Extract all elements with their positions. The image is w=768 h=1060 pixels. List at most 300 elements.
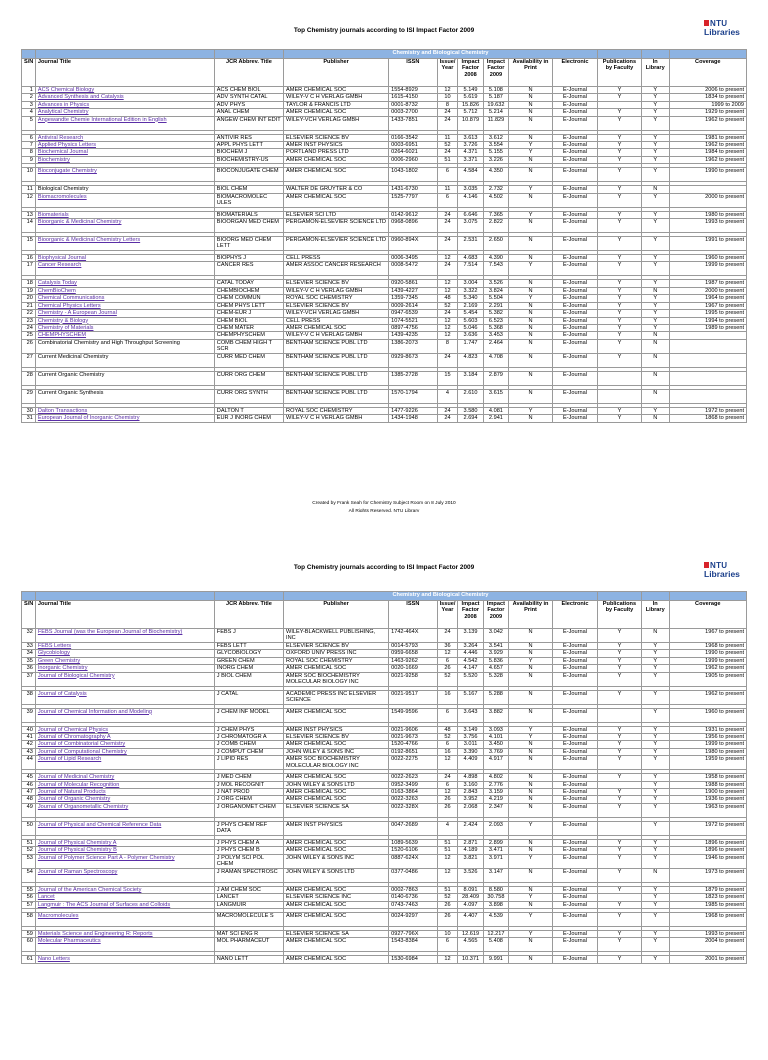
cell-iss: 24 <box>437 262 458 276</box>
journal-title[interactable]: Biomacromolecules <box>35 193 214 207</box>
cell-sn: 11 <box>22 186 36 193</box>
cell-pub: ELSEVIER SCIENCE SA <box>284 930 389 937</box>
cell-print: Y <box>509 930 553 937</box>
cell-abbrev: ANGEW CHEM INT EDIT <box>214 116 283 130</box>
cell-elec: E-Journal <box>552 317 597 324</box>
cell-lib: Y <box>641 854 669 868</box>
cell-fac: Y <box>598 237 642 251</box>
cell-issn: 0022-328X <box>389 803 437 817</box>
cell-elec: E-Journal <box>552 912 597 926</box>
cell-elec: E-Journal <box>552 219 597 233</box>
cell-elec: E-Journal <box>552 87 597 94</box>
cell-sn: 54 <box>22 868 36 882</box>
cell-if08: 2.169 <box>458 302 483 309</box>
cell-if08: 10.879 <box>458 116 483 130</box>
cell-if08: 2.424 <box>458 821 483 835</box>
cell-cov: 1900 to present <box>669 789 746 796</box>
cell-pub: PERGAMON-ELSEVIER SCIENCE LTD <box>284 219 389 233</box>
cell-lib: Y <box>641 255 669 262</box>
cell-if08: 3.390 <box>458 748 483 755</box>
cell-if09: 19.632 <box>483 101 508 108</box>
table-row <box>22 219 747 233</box>
cell-fac: Y <box>598 353 642 367</box>
cell-abbrev: J PHYS CHEM B <box>214 847 283 854</box>
cell-iss: 48 <box>437 726 458 733</box>
cell-fac: Y <box>598 657 642 664</box>
cell-fac: Y <box>598 741 642 748</box>
cell-if09: 2.291 <box>483 302 508 309</box>
column-header-if08: Impact Factor 2008 <box>458 601 483 629</box>
cell-cov: 1999 to present <box>669 657 746 664</box>
cell-fac: Y <box>598 643 642 650</box>
cell-sn: 9 <box>22 156 36 163</box>
cell-fac: Y <box>598 756 642 770</box>
cell-lib: Y <box>641 741 669 748</box>
cell-abbrev: J COMB CHEM <box>214 741 283 748</box>
cell-cov: 1999 to 2009 <box>669 101 746 108</box>
cell-lib: Y <box>641 894 669 901</box>
journal-title[interactable]: Inorganic Chemistry <box>35 665 214 672</box>
cell-abbrev: CHEMBIOCHEM <box>214 287 283 294</box>
cell-sn: 7 <box>22 142 36 149</box>
journal-title[interactable]: Catalysis Today <box>35 280 214 287</box>
column-header-fac: Publications by Faculty <box>598 59 642 87</box>
cell-if09: 5.382 <box>483 310 508 317</box>
journal-title: Current Organic Synthesis <box>35 389 214 403</box>
cell-issn: 0022-3263 <box>389 796 437 803</box>
cell-print: N <box>509 109 553 116</box>
cell-sn: 13 <box>22 211 36 218</box>
cell-cov: 1988 to present <box>669 781 746 788</box>
cell-pub: AMER CHEMICAL SOC <box>284 774 389 781</box>
cell-iss: 52 <box>437 142 458 149</box>
cell-issn: 1433-7851 <box>389 116 437 130</box>
cell-if08: 3.075 <box>458 219 483 233</box>
table-row <box>22 262 747 276</box>
journal-title[interactable]: Journal of Catalysis <box>35 690 214 704</box>
cell-if08: 4.146 <box>458 193 483 207</box>
cell-elec: E-Journal <box>552 938 597 952</box>
cell-lib: Y <box>641 657 669 664</box>
cell-pub: AMER CHEMICAL SOC <box>284 938 389 952</box>
journal-title[interactable]: Journal of Chromatography A <box>35 734 214 741</box>
journal-title[interactable]: Macromolecules <box>35 912 214 926</box>
cell-elec: E-Journal <box>552 708 597 722</box>
cell-iss: 24 <box>437 415 458 422</box>
cell-if09: 3.159 <box>483 789 508 796</box>
cell-print: N <box>509 748 553 755</box>
journal-title[interactable]: Journal of Molecular Recognition <box>35 781 214 788</box>
cell-if08: 5.603 <box>458 317 483 324</box>
journal-title[interactable]: Applied Physics Letters <box>35 142 214 149</box>
cell-if09: 2.822 <box>483 219 508 233</box>
cell-fac: Y <box>598 324 642 331</box>
table-row <box>22 956 747 963</box>
journal-title[interactable]: FEBS Letters <box>35 643 214 650</box>
cell-lib: Y <box>641 643 669 650</box>
cell-issn: 0927-796X <box>389 930 437 937</box>
journal-title[interactable]: European Journal of Inorganic Chemistry <box>35 415 214 422</box>
journal-title[interactable]: Chemistry of Materials <box>35 324 214 331</box>
cell-sn: 6 <box>22 134 36 141</box>
journal-title[interactable]: Bioconjugate Chemistry <box>35 168 214 182</box>
cell-elec: E-Journal <box>552 643 597 650</box>
cell-elec: E-Journal <box>552 672 597 686</box>
cell-fac: Y <box>598 219 642 233</box>
cell-print: Y <box>509 894 553 901</box>
cell-elec: E-Journal <box>552 901 597 908</box>
cell-if09: 4.101 <box>483 734 508 741</box>
cell-pub: AMER CHEMICAL SOC <box>284 193 389 207</box>
cell-abbrev: ACS CHEM BIOL <box>214 87 283 94</box>
cell-sn: 49 <box>22 803 36 817</box>
cell-if09: 3.971 <box>483 854 508 868</box>
cell-cov: 1999 to present <box>669 741 746 748</box>
cell-elec: E-Journal <box>552 295 597 302</box>
table-row <box>22 690 747 704</box>
cell-issn: 1477-9226 <box>389 407 437 414</box>
cell-pub: BENTHAM SCIENCE PUBL LTD <box>284 353 389 367</box>
cell-sn: 43 <box>22 748 36 755</box>
cell-lib: Y <box>641 901 669 908</box>
cell-cov: 1964 to present <box>669 295 746 302</box>
cell-issn: 0006-2960 <box>389 156 437 163</box>
cell-if09: 5.504 <box>483 295 508 302</box>
journal-title[interactable]: Journal of Organometallic Chemistry <box>35 803 214 817</box>
cell-iss: 12 <box>437 255 458 262</box>
cell-abbrev: ANAL CHEM <box>214 109 283 116</box>
table-row <box>22 287 747 294</box>
cell-cov: 1981 to present <box>669 134 746 141</box>
cell-pub: AMER CHEMICAL SOC <box>284 796 389 803</box>
cell-abbrev: BIOORGAN MED CHEM <box>214 219 283 233</box>
cell-cov: 1929 to present <box>669 109 746 116</box>
cell-pub: JOHN WILEY & SONS INC <box>284 854 389 868</box>
journal-title[interactable]: Journal of Physical Chemistry A <box>35 839 214 846</box>
cell-issn: 0920-5861 <box>389 280 437 287</box>
cell-print: N <box>509 324 553 331</box>
cell-print: N <box>509 156 553 163</box>
cell-lib: Y <box>641 726 669 733</box>
cell-issn: 0897-4756 <box>389 324 437 331</box>
journal-title[interactable]: Journal of Chemical Physics <box>35 726 214 733</box>
cell-pub: AMER CHEMICAL SOC <box>284 741 389 748</box>
journal-title[interactable]: Bioorganic & Medicinal Chemistry <box>35 219 214 233</box>
cell-iss: 24 <box>437 116 458 130</box>
cell-cov: 1936 to present <box>669 796 746 803</box>
ntu-libraries-logo <box>704 562 742 580</box>
ntu-libraries-logo <box>704 20 742 38</box>
cell-issn: 1074-5521 <box>389 317 437 324</box>
cell-cov: 1960 to present <box>669 255 746 262</box>
journal-title[interactable]: Dalton Transactions <box>35 407 214 414</box>
cell-if09: 4.917 <box>483 756 508 770</box>
cell-iss: 24 <box>437 353 458 367</box>
column-header-if09: Impact Factor 2009 <box>483 601 508 629</box>
cell-pub: JOHN WILEY & SONS INC <box>284 748 389 755</box>
cell-iss: 24 <box>437 211 458 218</box>
cell-issn: 1431-6730 <box>389 186 437 193</box>
cell-iss: 12 <box>437 956 458 963</box>
column-header-lib: In Library <box>641 59 669 87</box>
cell-issn: 1520-4766 <box>389 741 437 748</box>
table-row <box>22 280 747 287</box>
table-row <box>22 255 747 262</box>
cell-iss: 6 <box>437 781 458 788</box>
journal-title[interactable]: Biochemistry <box>35 156 214 163</box>
journal-title[interactable]: Journal of Combinatorial Chemistry <box>35 741 214 748</box>
journal-title[interactable]: ChemBioChem <box>35 287 214 294</box>
table-row <box>22 756 747 770</box>
cell-elec: E-Journal <box>552 894 597 901</box>
cell-fac: Y <box>598 665 642 672</box>
cell-if08: 5.520 <box>458 672 483 686</box>
journal-title[interactable]: Chemical Physics Letters <box>35 302 214 309</box>
cell-elec: E-Journal <box>552 302 597 309</box>
cell-pub: AMER CHEMICAL SOC <box>284 789 389 796</box>
cell-iss: 48 <box>437 295 458 302</box>
journal-title[interactable]: Journal of Physical and Chemical Reference Data <box>35 821 214 835</box>
journal-title[interactable]: Lancet <box>35 894 214 901</box>
cell-iss: 12 <box>437 854 458 868</box>
journal-title[interactable]: Journal of Medicinal Chemistry <box>35 774 214 781</box>
journal-title[interactable]: ACS Chemical Biology <box>35 87 214 94</box>
cell-if08: 3.035 <box>458 186 483 193</box>
table-row <box>22 87 747 94</box>
journal-title[interactable]: Nano Letters <box>35 956 214 963</box>
cell-elec: E-Journal <box>552 94 597 101</box>
cell-cov: 1962 to present <box>669 142 746 149</box>
cell-fac: Y <box>598 839 642 846</box>
cell-cov: 1896 to present <box>669 839 746 846</box>
cell-lib: Y <box>641 211 669 218</box>
cell-issn: 0947-6539 <box>389 310 437 317</box>
table-row <box>22 353 747 367</box>
table-row <box>22 302 747 309</box>
cell-issn: 0952-3499 <box>389 781 437 788</box>
journal-title[interactable]: Journal of Biological Chemistry <box>35 672 214 686</box>
cell-print: N <box>509 219 553 233</box>
cell-abbrev: CURR ORG CHEM <box>214 371 283 385</box>
cell-fac <box>598 781 642 788</box>
cell-abbrev: CHEM-EUR J <box>214 310 283 317</box>
cell-abbrev: J COMPUT CHEM <box>214 748 283 755</box>
cell-cov: 1959 to present <box>669 756 746 770</box>
cell-cov: 1990 to present <box>669 650 746 657</box>
table-row <box>22 803 747 817</box>
journal-title[interactable]: Journal of Organic Chemistry <box>35 796 214 803</box>
journal-title[interactable]: Journal of the American Chemical Society <box>35 886 214 893</box>
journal-title[interactable]: Journal of Lipid Research <box>35 756 214 770</box>
cell-cov: 1999 to present <box>669 262 746 276</box>
journal-title: Combinatorial Chemistry and High Throughput Screening <box>35 339 214 353</box>
cell-issn: 0003-6951 <box>389 142 437 149</box>
page-gap <box>0 512 768 548</box>
journal-title[interactable]: Bioorganic & Medicinal Chemistry Letters <box>35 237 214 251</box>
journal-title[interactable]: Materials Science and Engineering R: Reports <box>35 930 214 937</box>
cell-cov: 1987 to present <box>669 280 746 287</box>
cell-issn: 0968-0896 <box>389 219 437 233</box>
table-row <box>22 854 747 868</box>
cell-if09: 2.650 <box>483 237 508 251</box>
cell-elec: E-Journal <box>552 280 597 287</box>
cell-print: N <box>509 781 553 788</box>
journal-title[interactable]: Glycobiology <box>35 650 214 657</box>
journal-title[interactable]: CHEMPHYSCHEM <box>35 332 214 339</box>
cell-issn: 0021-9258 <box>389 672 437 686</box>
cell-cov: 1984 to present <box>669 149 746 156</box>
cell-sn: 12 <box>22 193 36 207</box>
cell-abbrev: CURR MED CHEM <box>214 353 283 367</box>
cell-issn: 1463-9262 <box>389 657 437 664</box>
journal-title[interactable]: Journal of Chemical Information and Modeling <box>35 708 214 722</box>
cell-abbrev: INORG CHEM <box>214 665 283 672</box>
cell-abbrev: J NAT PROD <box>214 789 283 796</box>
journal-title[interactable]: Langmuir : The ACS Journal of Surfaces and Colloids <box>35 901 214 908</box>
cell-pub: AMER CHEMICAL SOC <box>284 156 389 163</box>
cell-issn: 0022-2623 <box>389 774 437 781</box>
cell-fac: Y <box>598 690 642 704</box>
journal-title[interactable]: Chemistry - A European Journal <box>35 310 214 317</box>
cell-fac: Y <box>598 109 642 116</box>
cell-if08: 3.613 <box>458 134 483 141</box>
cell-elec: E-Journal <box>552 324 597 331</box>
cell-elec: E-Journal <box>552 310 597 317</box>
journal-title[interactable]: Biochemical Journal <box>35 149 214 156</box>
cell-lib: Y <box>641 748 669 755</box>
cell-fac: Y <box>598 156 642 163</box>
document-title: Top Chemistry journals according to ISI Impact Factor 2009 <box>293 27 475 34</box>
cell-if08: 4.542 <box>458 657 483 664</box>
journal-title[interactable]: Analytical Chemistry <box>35 109 214 116</box>
journal-title[interactable]: Biophysical Journal <box>35 255 214 262</box>
cell-pub: WILEY-V C H VERLAG GMBH <box>284 287 389 294</box>
cell-iss: 12 <box>437 789 458 796</box>
journal-title[interactable]: Advanced Synthesis and Catalysis <box>35 94 214 101</box>
cell-fac: Y <box>598 255 642 262</box>
journal-title[interactable]: Chemistry & Biology <box>35 317 214 324</box>
cell-abbrev: J CHEM PHYS <box>214 726 283 733</box>
cell-cov: 1968 to present <box>669 912 746 926</box>
journal-title[interactable]: Antiviral Research <box>35 134 214 141</box>
journals-table-page-2 <box>21 591 747 964</box>
cell-iss: 11 <box>437 134 458 141</box>
cell-sn: 5 <box>22 116 36 130</box>
cell-fac: Y <box>598 415 642 422</box>
cell-pub: AMER CHEMICAL SOC <box>284 847 389 854</box>
cell-iss: 51 <box>437 886 458 893</box>
journal-title[interactable]: Molecular Pharmaceutics <box>35 938 214 952</box>
journal-title[interactable]: Chemical Communications <box>35 295 214 302</box>
cell-if09: 5.836 <box>483 657 508 664</box>
cell-cov <box>669 389 746 403</box>
cell-iss: 12 <box>437 868 458 882</box>
journal-title[interactable]: Journal of Physical Chemistry B <box>35 847 214 854</box>
cell-sn: 51 <box>22 839 36 846</box>
cell-sn: 57 <box>22 901 36 908</box>
table-row <box>22 665 747 672</box>
cell-sn: 60 <box>22 938 36 952</box>
journal-title[interactable]: Angewandte Chemie International Edition in English <box>35 116 214 130</box>
cell-abbrev: BIOMATERIALS <box>214 211 283 218</box>
cell-if09: 7.365 <box>483 211 508 218</box>
cell-cov: 1980 to present <box>669 748 746 755</box>
cell-cov <box>669 332 746 339</box>
cell-fac: Y <box>598 930 642 937</box>
cell-sn: 24 <box>22 324 36 331</box>
journal-title[interactable]: Cancer Research <box>35 262 214 276</box>
cell-if09: 4.657 <box>483 665 508 672</box>
column-header-iss: Issue/ Year <box>437 59 458 87</box>
journal-title[interactable]: Journal of Raman Spectroscopy <box>35 868 214 882</box>
cell-print: Y <box>509 821 553 835</box>
cell-issn: 0021-9606 <box>389 726 437 733</box>
cell-print: Y <box>509 211 553 218</box>
table-row <box>22 149 747 156</box>
cell-iss: 6 <box>437 193 458 207</box>
cell-pub: AMER CHEMICAL SOC <box>284 168 389 182</box>
cell-elec: E-Journal <box>552 262 597 276</box>
cell-fac: Y <box>598 339 642 353</box>
cell-iss: 26 <box>437 665 458 672</box>
cell-iss: 24 <box>437 629 458 643</box>
cell-iss: 51 <box>437 839 458 846</box>
cell-pub: ACADEMIC PRESS INC ELSEVIER SCIENCE <box>284 690 389 704</box>
cell-issn: 0047-2689 <box>389 821 437 835</box>
cell-elec: E-Journal <box>552 839 597 846</box>
cell-if08: 5.619 <box>458 94 483 101</box>
journal-title[interactable]: Journal of Computational Chemistry <box>35 748 214 755</box>
cell-if08: 3.184 <box>458 371 483 385</box>
journal-title[interactable]: Journal of Natural Products <box>35 789 214 796</box>
journal-title[interactable]: Advances in Physics <box>35 101 214 108</box>
journal-title[interactable]: Green Chemistry <box>35 657 214 664</box>
cell-pub: AMER CHEMICAL SOC <box>284 708 389 722</box>
journal-title[interactable]: Journal of Polymer Science Part A - Polymer Chemistry <box>35 854 214 868</box>
cell-fac: Y <box>598 847 642 854</box>
cell-abbrev: APPL PHYS LETT <box>214 142 283 149</box>
cell-if09: 4.502 <box>483 193 508 207</box>
cell-fac <box>598 894 642 901</box>
cell-cov: 1990 to present <box>669 168 746 182</box>
cell-print: N <box>509 302 553 309</box>
cell-issn: 0887-624X <box>389 854 437 868</box>
column-header-title: Journal Title <box>35 59 214 87</box>
cell-lib: N <box>641 332 669 339</box>
cell-abbrev: CHEM COMMUN <box>214 295 283 302</box>
cell-if09: 5.214 <box>483 109 508 116</box>
footer-credit: Created by Frank Seah for Chemistry Subject Room on 8 July 2010 <box>312 501 456 506</box>
cell-if08: 3.526 <box>458 868 483 882</box>
cell-fac: Y <box>598 912 642 926</box>
cell-pub: ELSEVIER SCIENCE SA <box>284 803 389 817</box>
cell-abbrev: J CATAL <box>214 690 283 704</box>
journal-title: Biological Chemistry <box>35 186 214 193</box>
journal-title[interactable]: FEBS Journal (was the European Journal of Biochemistry) <box>35 629 214 643</box>
journal-title[interactable]: Biomaterials <box>35 211 214 218</box>
cell-if08: 4.097 <box>458 901 483 908</box>
table-row <box>22 657 747 664</box>
cell-iss: 10 <box>437 930 458 937</box>
cell-if08: 7.514 <box>458 262 483 276</box>
cell-if08: 3.149 <box>458 726 483 733</box>
cell-sn: 39 <box>22 708 36 722</box>
cell-print: N <box>509 371 553 385</box>
cell-fac: Y <box>598 142 642 149</box>
cell-fac: Y <box>598 407 642 414</box>
cell-if09: 3.526 <box>483 280 508 287</box>
cell-elec: E-Journal <box>552 142 597 149</box>
